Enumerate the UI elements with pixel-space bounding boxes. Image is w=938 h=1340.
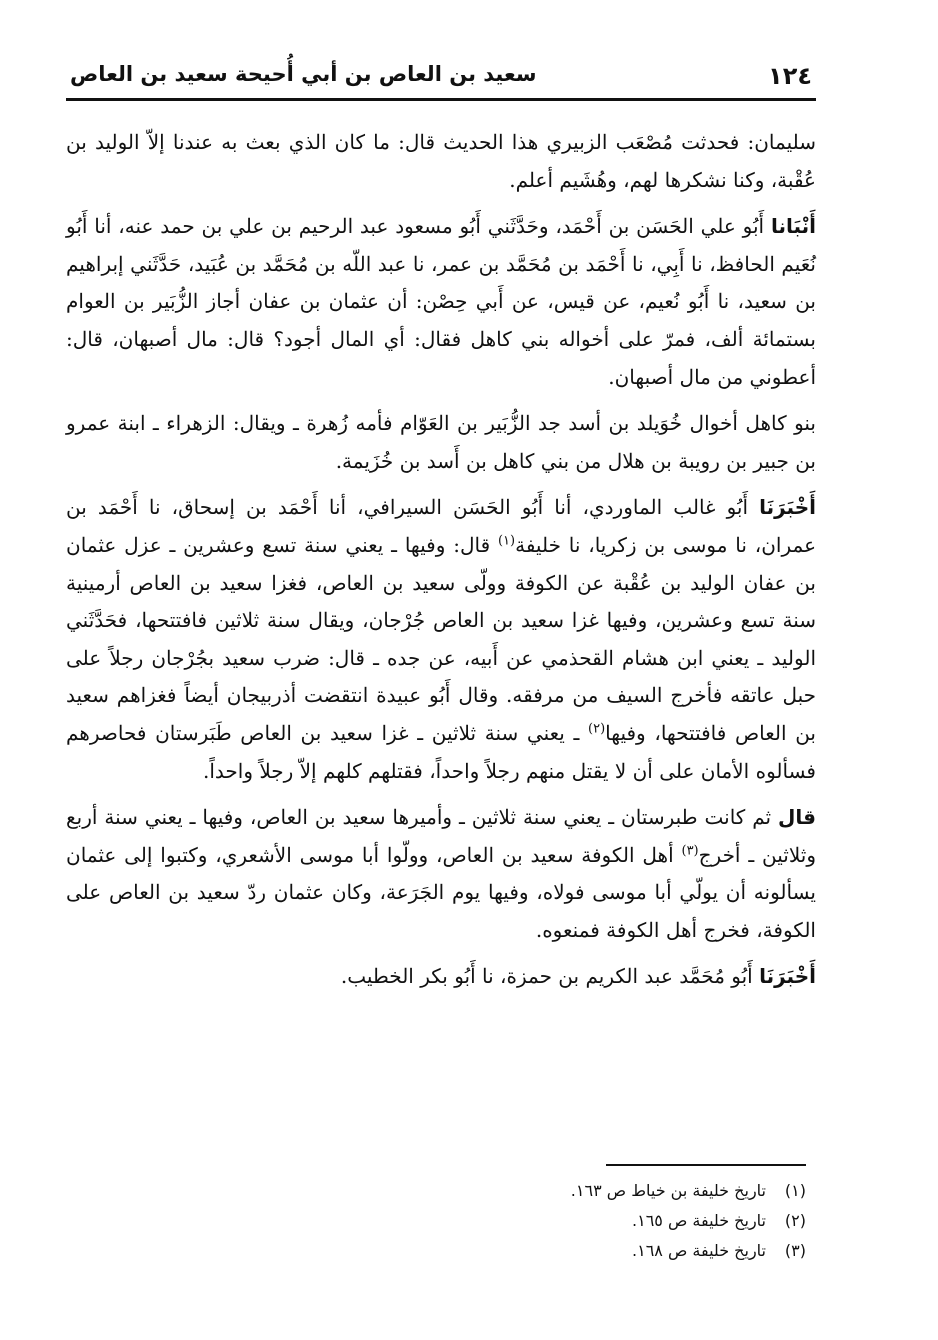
paragraph-text-continued: ـ يعني سنة ثلاثين ـ غزا سعيد بن العاص طَبَرستان فحاصرهم فسألوه الأمان على أن لا يقتل منهم رجلاً واحداً، فقتلهم كلهم إلاّ رجلاً واحداً. [66,720,816,783]
paragraph-text-continued: أهل الكوفة سعيد بن العاص، وولّوا أبا موسى الأشعري، وكتبوا إلى عثمان يسألونه أن يولّي أبا موسى فولاه، وفيها يوم الجَرَعة، وكان عثمان ردّ سعيد بن العاص على الكوفة، فخرج أهل الكوفة فمنعوه. [66,842,816,942]
paragraph-5 [66,799,816,949]
paragraph-text: بنو كاهل أخوال خُوَيلد بن أسد جد الزُّبَير بن العَوّام فأمه زُهرة ـ ويقال: الزهراء ـ ابنة عمرو بن جبير بن رويبة بن هلال من بني كاهل بن أَسد بن خُزَيمة. [66,411,817,473]
footnote-item [366,1236,806,1266]
footnote-number: (١) [784,1181,806,1200]
footnote-text: تاريخ خليفة ص ١٦٨. [632,1241,766,1260]
footnote-number: (٣) [784,1241,806,1260]
paragraph-6 [66,958,816,996]
footnote-text: تاريخ خليفة بن خياط ص ١٦٣. [570,1181,766,1200]
paragraph-text-continued: قال: وفيها ـ يعني سنة تسع وعشرين ـ عزل عثمان بن عفان الوليد بن عُقْبة عن الكوفة وولّى سعيد بن العاص، فغزا سعيد بن العاص أرمينية سنة تسع وعشرين، وفيها غزا سعيد بن العاص جُرْجان، ويقال سنة ثلاثين فافتتحها، فحَدَّثَني الوليد ـ يعني ابن هشام القحذمي عن أَبيه، عن جده ـ قال: ضرب سعيد بجُرْجان رجلاً على حبل عاتقه فأخرج السيف من مرفقه. وقال أَبُو عبيدة انتقضت أذربيجان أيضاً فغزاهم سعيد بن العاص فافتتحها، وفيها [66,532,816,745]
paragraph-text: أَبُو غالب الماوردي، أنا أَبُو الحَسَن السيرافي، أنا أَحْمَد بن إسحاق، نا أَحْمَد بن عمران، نا موسى بن زكريا، نا خليفة [66,495,817,557]
paragraph-text: أَبُو علي الحَسَن بن أَحْمَد، وحَدَّثَني أَبُو مسعود عبد الرحيم بن علي بن حمد عنه، أنا أَبُو نُعَيم الحافظ، نا أَبِي، نا أَحْمَد بن مُحَمَّد بن عمر، نا عبد اللّه بن مُحَمَّد بن عُبَيد، حَدَّثَني إبراهيم بن سعيد، نا أَبُو نُعيم، عن قيس، عن أَبي حِصْن: أن عثمان بن عفان أجاز الزُّبَير بن العوام بستمائة ألف، فمرّ على أخواله بني كاهل فقال: أي المال أجود؟ قال: مال أصبهان، قال: أعطوني من مال أصبهان. [66,214,816,389]
paragraph-text: أَبُو مُحَمَّد عبد الكريم بن حمزة، نا أَبُو بكر الخطيب. [340,964,760,989]
footnote-text: تاريخ خليفة ص ١٦٥. [632,1211,766,1230]
footnote-marker-3[interactable]: (٣) [681,843,699,859]
footnote-marker-1[interactable]: (١) [497,533,516,549]
footnote-divider [606,1164,806,1166]
paragraph-lead-word: أَخْبَرَنَا [759,495,816,520]
paragraph-3 [66,405,816,480]
running-title: سعيد بن العاص بن أبي أُحيحة سعيد بن العاص [70,62,537,86]
footnote-item [366,1176,806,1206]
paragraph-4 [66,489,816,790]
paragraph-2 [66,208,816,396]
paragraph-lead-word: أَخْبَرَنَا [759,964,816,989]
paragraph-text: ثم كانت طبرستان ـ يعني سنة ثلاثين ـ وأميرها سعيد بن العاص، وفيها ـ يعني سنة أربع وثلاثين ـ أخرج [66,805,816,867]
paragraph-text: سليمان: فحدثت مُصْعَب الزبيري هذا الحديث قال: ما كان الذي بعث به عندنا إلاّ الوليد بن عُقْبة، وكنا نشكرها لهم، وهُشَيم أعلم. [66,130,816,192]
paragraph-1 [66,124,816,199]
paragraph-lead-word: قال [778,805,817,830]
footnote-number: (٢) [784,1211,806,1230]
page-header [66,52,816,101]
footnotes [366,1176,806,1266]
footnote-marker-2[interactable]: (٢) [588,721,606,737]
footnote-item [366,1206,806,1236]
paragraph-lead-word: أَنْبَانا [770,214,816,239]
page-number: ١٢٤ [768,62,812,90]
main-text [66,124,816,1005]
